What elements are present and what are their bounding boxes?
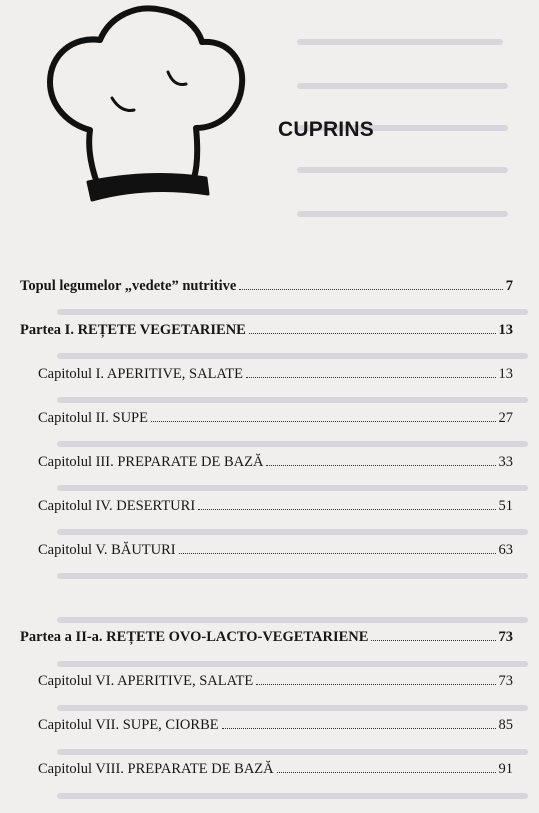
dot-leader: [371, 640, 495, 641]
toc-chapter-entry: [38, 453, 513, 471]
dot-leader: [179, 553, 496, 554]
dot-leader: [239, 289, 502, 290]
toc-page-number: 51: [498, 498, 513, 514]
toc-chapter-entry: [38, 409, 513, 427]
dot-leader: [222, 728, 496, 729]
toc-page-number: 73: [498, 673, 513, 689]
toc-page-number: 27: [498, 410, 513, 426]
toc-page-number: 91: [498, 761, 513, 777]
toc-entry-title: Capitolul VI. APERITIVE, SALATE: [38, 673, 254, 689]
toc-part-entry: [20, 628, 513, 646]
dot-leader: [256, 684, 495, 685]
dot-leader: [249, 333, 496, 334]
dot-leader: [277, 772, 496, 773]
toc-page-number: 13: [498, 366, 513, 382]
toc-entry-title: Topul legumelor „vedete” nutritive: [20, 278, 237, 294]
toc-entry-title: Partea I. REȚETE VEGETARIENE: [20, 322, 246, 338]
toc-page-number: 73: [498, 629, 513, 645]
toc-page-number: 85: [498, 717, 513, 733]
toc-part-entry: [20, 277, 513, 295]
toc-entry-title: Capitolul I. APERITIVE, SALATE: [38, 366, 244, 382]
toc-entry-title: Capitolul VII. SUPE, CIORBE: [38, 717, 219, 733]
toc-chapter-entry: [38, 672, 513, 690]
toc-chapter-entry: [38, 497, 513, 515]
toc-entry-title: Capitolul V. BĂUTURI: [38, 542, 176, 558]
dot-leader: [198, 509, 495, 510]
toc-entry-title: Partea a II-a. REȚETE OVO-LACTO-VEGETARIENE: [20, 629, 369, 645]
toc-entry-title: Capitolul IV. DESERTURI: [38, 498, 196, 514]
dot-leader: [151, 421, 496, 422]
toc-entry-title: Capitolul III. PREPARATE DE BAZĂ: [38, 454, 264, 470]
toc-chapter-entry: [38, 716, 513, 734]
dot-leader: [266, 465, 495, 466]
toc-page-number: 7: [505, 278, 513, 294]
toc-page-number: 33: [498, 454, 513, 470]
page-title: CUPRINS: [278, 118, 374, 141]
toc-page-number: 63: [498, 542, 513, 558]
toc-entry-title: Capitolul VIII. PREPARATE DE BAZĂ: [38, 761, 274, 777]
toc-entry-title: Capitolul II. SUPE: [38, 410, 148, 426]
toc-chapter-entry: [38, 541, 513, 559]
toc-page-number: 13: [498, 322, 513, 338]
toc-chapter-entry: [38, 760, 513, 778]
toc-chapter-entry: [38, 365, 513, 383]
dot-leader: [246, 377, 495, 378]
toc-part-entry: [20, 321, 513, 339]
